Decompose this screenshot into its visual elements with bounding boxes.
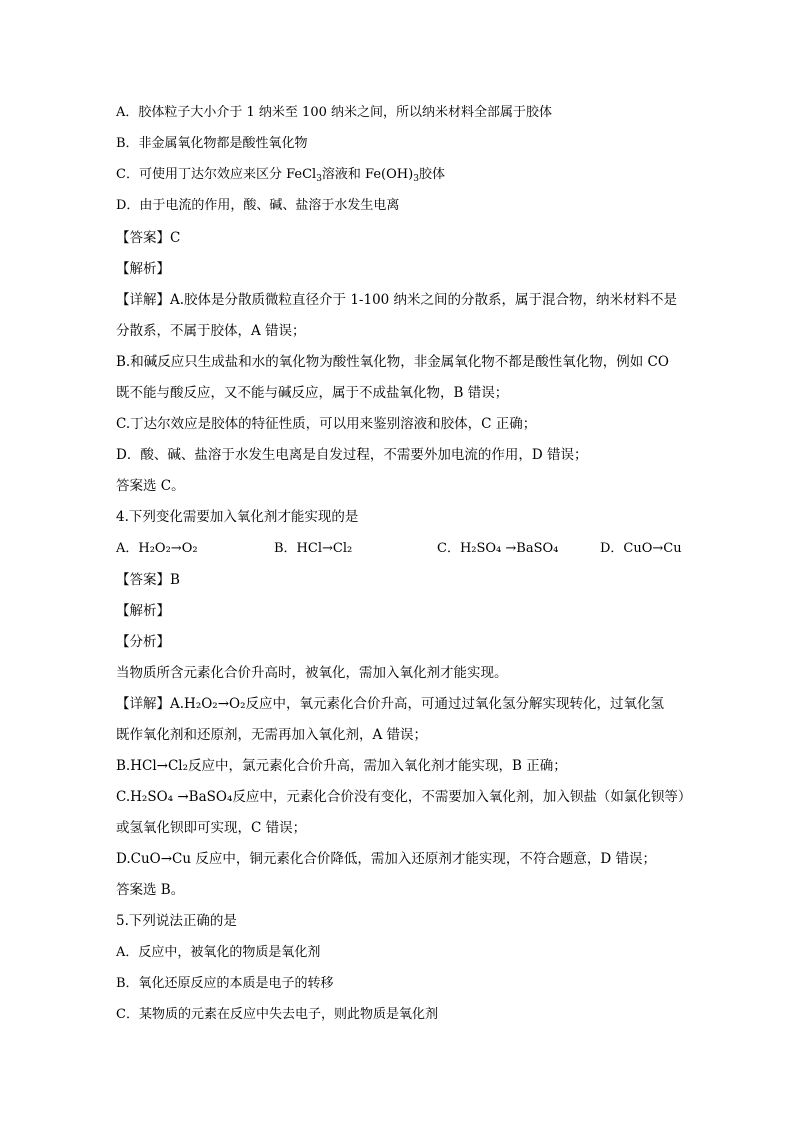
q4-detail-line-2: 既作氧化剂和还原剂，无需再加入氧化剂，A 错误； xyxy=(116,727,428,743)
q5-stem: 5.下列说法正确的是 xyxy=(116,913,237,929)
q3-answer: 【答案】C xyxy=(116,230,181,246)
q3-analysis-label: 【解析】 xyxy=(116,261,170,277)
q4-fenxi-label: 【分析】 xyxy=(116,634,170,650)
q3-option-c-mid: 溶液和 Fe(OH) xyxy=(321,167,414,182)
q3-detail-line-4: 既不能与酸反应，又不能与碱反应，属于不成盐氧化物，B 错误； xyxy=(116,385,509,401)
q4-analysis-label: 【解析】 xyxy=(116,603,170,619)
q4-detail-line-7: 答案选 B。 xyxy=(116,882,185,898)
q3-detail-line-7: 答案选 C。 xyxy=(116,478,185,494)
q3-detail-line-6: D．酸、碱、盐溶于水发生电离是自发过程，不需要外加电流的作用，D 错误； xyxy=(116,447,588,463)
q4-option-a: A．H₂O₂→O₂ xyxy=(116,541,198,556)
q5-option-a: A．反应中，被氧化的物质是氧化剂 xyxy=(116,945,321,960)
q4-option-c: C．H₂SO₄ →BaSO₄ xyxy=(437,541,559,556)
q3-detail-line-2: 分散系，不属于胶体，A 错误； xyxy=(116,323,306,339)
q4-fenxi-text: 当物质所含元素化合价升高时，被氧化，需加入氧化剂才能实现。 xyxy=(116,665,508,681)
q4-detail-line-1: 【详解】A.H₂O₂→O₂反应中，氧元素化合价升高，可通过过氧化氢分解实现转化，过氧化氢 xyxy=(116,696,664,712)
q4-detail-line-3: B.HCl→Cl₂反应中，氯元素化合价升高，需加入氧化剂才能实现，B 正确； xyxy=(116,758,567,774)
q4-answer: 【答案】B xyxy=(116,572,180,588)
q4-option-d: D．CuO→Cu xyxy=(600,541,682,556)
q3-detail-line-5: C.丁达尔效应是胶体的特征性质，可以用来鉴别溶液和胶体，C 正确； xyxy=(116,416,537,432)
q3-option-a: A．胶体粒子大小介于 1 纳米至 100 纳米之间，所以纳米材料全部属于胶体 xyxy=(116,105,553,120)
q3-option-b: B．非金属氧化物都是酸性氧化物 xyxy=(116,136,308,151)
q4-detail-line-5: 或氢氧化钡即可实现，C 错误； xyxy=(116,820,307,836)
q4-detail-line-6: D.CuO→Cu 反应中，铜元素化合价降低，需加入还原剂才能实现，不符合题意，D 错误； xyxy=(116,851,656,867)
q4-stem: 4.下列变化需要加入氧化剂才能实现的是 xyxy=(116,509,359,525)
q3-detail-line-3: B.和碱反应只生成盐和水的氧化物为酸性氧化物，非金属氧化物不都是酸性氧化物，例如 CO xyxy=(116,354,669,370)
q4-detail-line-4: C.H₂SO₄ →BaSO₄反应中，元素化合价没有变化，不需要加入氧化剂，加入钡盐（如氯化钡等） xyxy=(116,789,692,805)
q3-detail-line-1: 【详解】A.胶体是分散质微粒直径介于 1-100 纳米之间的分散系，属于混合物，纳米材料不是 xyxy=(116,292,678,308)
q3-option-c-post: 胶体 xyxy=(418,167,445,182)
q5-option-b: B．氧化还原反应的本质是电子的转移 xyxy=(116,976,334,991)
q3-option-c-pre: C．可使用丁达尔效应来区分 FeCl xyxy=(116,167,317,182)
q4-option-b: B．HCl→Cl₂ xyxy=(274,541,353,556)
q3-option-c: C．可使用丁达尔效应来区分 FeCl$_3$溶液和 $Fe(OH)_3$胶体 xyxy=(116,167,445,184)
q5-option-c: C．某物质的元素在反应中失去电子，则此物质是氧化剂 xyxy=(116,1007,438,1022)
q3-option-d: D．由于电流的作用，酸、碱、盐溶于水发生电离 xyxy=(116,198,400,213)
